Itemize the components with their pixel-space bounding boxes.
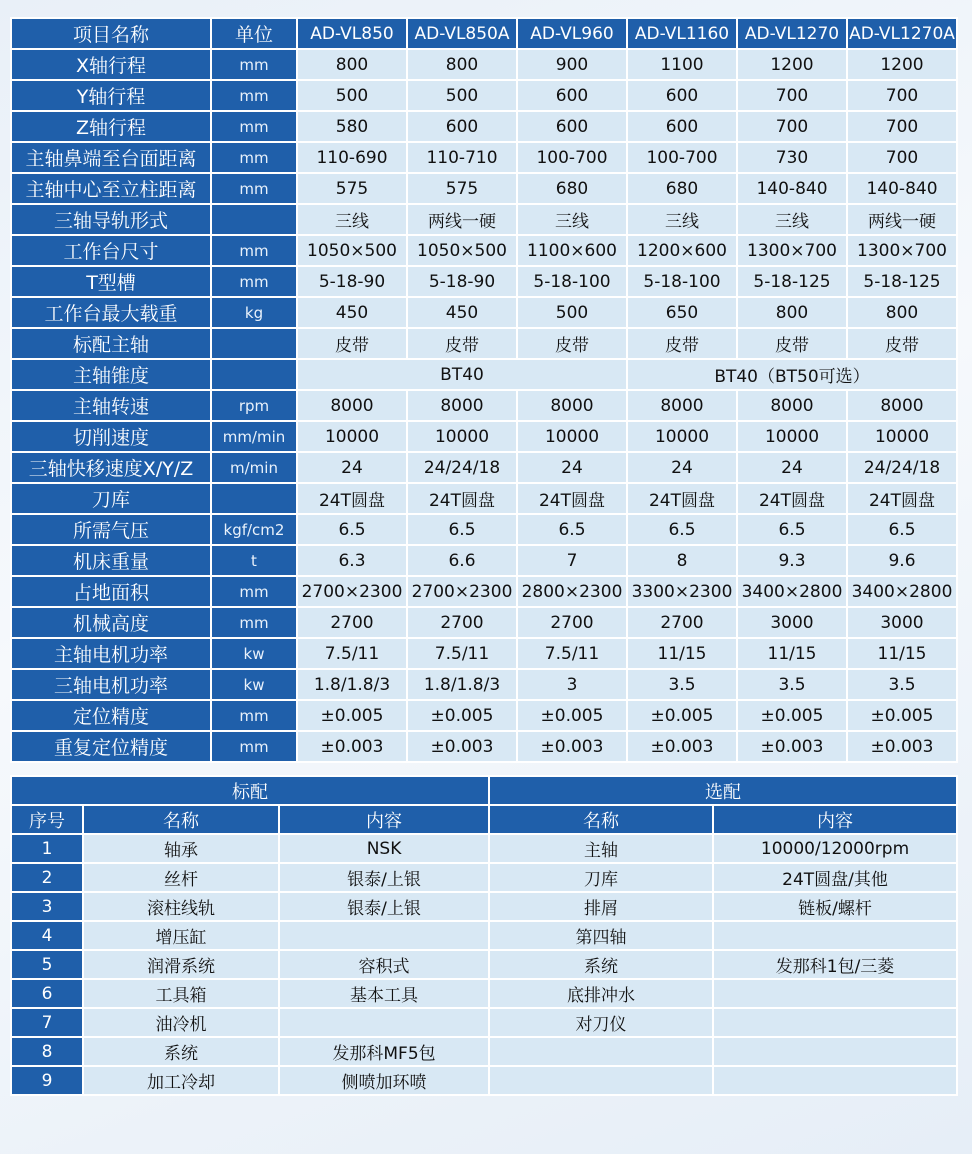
seq-number: 4 — [11, 921, 83, 950]
spec-value: 800 — [737, 297, 847, 328]
spec-value: 6.5 — [407, 514, 517, 545]
spec-value: 3000 — [847, 607, 957, 638]
spec-value: 3 — [517, 669, 627, 700]
spec-label: 刀库 — [11, 483, 211, 514]
spec-value: 1200×600 — [627, 235, 737, 266]
spec-value: 5-18-100 — [627, 266, 737, 297]
spec-row — [11, 49, 957, 80]
spec-unit: kw — [211, 638, 297, 669]
spec-unit: mm — [211, 80, 297, 111]
spec-unit — [211, 359, 297, 390]
spec-value: 450 — [407, 297, 517, 328]
spec-label: 占地面积 — [11, 576, 211, 607]
spec-value: 9.6 — [847, 545, 957, 576]
config-group-row — [11, 776, 957, 805]
spec-value: 2700×2300 — [407, 576, 517, 607]
spec-value: 5-18-90 — [407, 266, 517, 297]
model-header: AD-VL1160 — [627, 18, 737, 49]
spec-value: 皮带 — [297, 328, 407, 359]
spec-value: 皮带 — [517, 328, 627, 359]
spec-value: 600 — [517, 111, 627, 142]
opt-name-header: 名称 — [489, 805, 713, 834]
spec-value: 24T圆盘 — [627, 483, 737, 514]
spec-value: 两线一硬 — [407, 204, 517, 235]
spec-value: ±0.003 — [627, 731, 737, 762]
spec-value: 8000 — [627, 390, 737, 421]
std-item-name: 丝杆 — [83, 863, 279, 892]
opt-item-name: 排屑 — [489, 892, 713, 921]
spec-value: 3400×2800 — [847, 576, 957, 607]
config-row — [11, 1066, 957, 1095]
opt-item-content: 24T圆盘/其他 — [713, 863, 957, 892]
spec-value-merged: BT40 — [297, 359, 627, 390]
spec-row — [11, 545, 957, 576]
spec-value: 24 — [517, 452, 627, 483]
spec-value: 24/24/18 — [847, 452, 957, 483]
spec-value: 8000 — [297, 390, 407, 421]
spec-value: 7.5/11 — [297, 638, 407, 669]
optional-group-header: 选配 — [489, 776, 957, 805]
spec-value: 两线一硬 — [847, 204, 957, 235]
spec-value: 6.6 — [407, 545, 517, 576]
std-item-content — [279, 1008, 489, 1037]
spec-value: 11/15 — [847, 638, 957, 669]
spec-label: Y轴行程 — [11, 80, 211, 111]
spec-value: 3.5 — [627, 669, 737, 700]
spec-value: 2700 — [517, 607, 627, 638]
spec-value: 3400×2800 — [737, 576, 847, 607]
spec-label: 所需气压 — [11, 514, 211, 545]
item-name-header: 项目名称 — [11, 18, 211, 49]
spec-unit: kgf/cm2 — [211, 514, 297, 545]
spec-value: 700 — [737, 111, 847, 142]
model-header: AD-VL850 — [297, 18, 407, 49]
spec-value: 1.8/1.8/3 — [297, 669, 407, 700]
spec-value: 皮带 — [407, 328, 517, 359]
spec-value: 2700 — [297, 607, 407, 638]
config-header-row — [11, 805, 957, 834]
spec-value: 皮带 — [847, 328, 957, 359]
spec-value: 500 — [297, 80, 407, 111]
spec-value: 2700 — [407, 607, 517, 638]
spec-value: 2800×2300 — [517, 576, 627, 607]
spec-unit: mm — [211, 576, 297, 607]
spec-value: 24/24/18 — [407, 452, 517, 483]
spec-row — [11, 483, 957, 514]
spec-value: 450 — [297, 297, 407, 328]
config-row — [11, 1037, 957, 1066]
opt-item-content: 链板/螺杆 — [713, 892, 957, 921]
spec-value: ±0.003 — [297, 731, 407, 762]
spec-value: 110-690 — [297, 142, 407, 173]
spec-sheet — [10, 17, 956, 1096]
spec-value: 700 — [847, 142, 957, 173]
spec-row — [11, 700, 957, 731]
spec-value: ±0.005 — [847, 700, 957, 731]
spec-value: 1300×700 — [847, 235, 957, 266]
spec-value: 5-18-100 — [517, 266, 627, 297]
std-item-content: 容积式 — [279, 950, 489, 979]
spec-row — [11, 731, 957, 762]
opt-item-content — [713, 1066, 957, 1095]
model-header: AD-VL1270 — [737, 18, 847, 49]
spec-value: 11/15 — [627, 638, 737, 669]
spec-value: 3300×2300 — [627, 576, 737, 607]
std-name-header: 名称 — [83, 805, 279, 834]
spec-value: 24T圆盘 — [297, 483, 407, 514]
opt-item-name: 第四轴 — [489, 921, 713, 950]
spec-value: 7.5/11 — [407, 638, 517, 669]
spec-row — [11, 111, 957, 142]
spec-value: 6.5 — [737, 514, 847, 545]
std-item-content: 基本工具 — [279, 979, 489, 1008]
spec-value: ±0.003 — [517, 731, 627, 762]
std-item-name: 轴承 — [83, 834, 279, 863]
spec-unit — [211, 204, 297, 235]
spec-unit: mm — [211, 49, 297, 80]
seq-number: 1 — [11, 834, 83, 863]
spec-unit: mm/min — [211, 421, 297, 452]
spec-unit — [211, 483, 297, 514]
spec-row — [11, 204, 957, 235]
spec-label: 标配主轴 — [11, 328, 211, 359]
spec-value: 10000 — [847, 421, 957, 452]
model-header: AD-VL960 — [517, 18, 627, 49]
spec-value: 1100 — [627, 49, 737, 80]
opt-item-name: 对刀仪 — [489, 1008, 713, 1037]
spec-value: 24T圆盘 — [847, 483, 957, 514]
spec-value: 6.5 — [517, 514, 627, 545]
spec-value: ±0.005 — [627, 700, 737, 731]
opt-item-content: 发那科1包/三菱 — [713, 950, 957, 979]
spec-unit: mm — [211, 142, 297, 173]
std-item-name: 滚柱线轨 — [83, 892, 279, 921]
spec-row — [11, 297, 957, 328]
spec-label: 三轴导轨形式 — [11, 204, 211, 235]
std-item-content: 发那科MF5包 — [279, 1037, 489, 1066]
spec-header-row — [11, 18, 957, 49]
spec-unit: mm — [211, 173, 297, 204]
spec-value: 10000 — [627, 421, 737, 452]
spec-unit: kg — [211, 297, 297, 328]
standard-group-header: 标配 — [11, 776, 489, 805]
spec-value: 8000 — [407, 390, 517, 421]
std-item-content: 侧喷加环喷 — [279, 1066, 489, 1095]
opt-item-content — [713, 979, 957, 1008]
spec-value: ±0.005 — [297, 700, 407, 731]
spec-value: 600 — [517, 80, 627, 111]
spec-row — [11, 452, 957, 483]
spec-unit — [211, 328, 297, 359]
spec-value: 24 — [627, 452, 737, 483]
spec-value: 5-18-125 — [737, 266, 847, 297]
spec-value: 1300×700 — [737, 235, 847, 266]
spec-value: 800 — [847, 297, 957, 328]
spec-value: 24T圆盘 — [517, 483, 627, 514]
spec-value: 24T圆盘 — [737, 483, 847, 514]
spec-label: 三轴快移速度X/Y/Z — [11, 452, 211, 483]
spec-value: 24 — [737, 452, 847, 483]
std-item-name: 工具箱 — [83, 979, 279, 1008]
spec-row — [11, 669, 957, 700]
spec-unit: mm — [211, 731, 297, 762]
spec-body — [11, 49, 957, 762]
unit-header: 单位 — [211, 18, 297, 49]
spec-value: 575 — [297, 173, 407, 204]
spec-label: 定位精度 — [11, 700, 211, 731]
opt-item-content — [713, 1008, 957, 1037]
std-item-content: NSK — [279, 834, 489, 863]
spec-value: 6.5 — [627, 514, 737, 545]
config-row — [11, 892, 957, 921]
opt-item-name: 底排冲水 — [489, 979, 713, 1008]
config-row — [11, 834, 957, 863]
spec-label: 工作台最大载重 — [11, 297, 211, 328]
std-item-content — [279, 921, 489, 950]
spec-value: 730 — [737, 142, 847, 173]
spec-value: 24T圆盘 — [407, 483, 517, 514]
opt-item-name — [489, 1037, 713, 1066]
spec-label: 主轴转速 — [11, 390, 211, 421]
spec-value: 3.5 — [737, 669, 847, 700]
spec-value: 800 — [297, 49, 407, 80]
spec-value: 600 — [407, 111, 517, 142]
spec-value: 140-840 — [847, 173, 957, 204]
spec-row — [11, 266, 957, 297]
spec-value: 6.5 — [297, 514, 407, 545]
spec-value: 皮带 — [627, 328, 737, 359]
std-item-name: 润滑系统 — [83, 950, 279, 979]
spec-value: 三线 — [627, 204, 737, 235]
opt-item-name: 刀库 — [489, 863, 713, 892]
spec-unit: kw — [211, 669, 297, 700]
spec-value: 1050×500 — [297, 235, 407, 266]
spec-row — [11, 390, 957, 421]
spec-unit: mm — [211, 607, 297, 638]
spec-value: 900 — [517, 49, 627, 80]
spec-value: 11/15 — [737, 638, 847, 669]
spec-label: 机械高度 — [11, 607, 211, 638]
spec-row — [11, 328, 957, 359]
spec-row — [11, 638, 957, 669]
spec-value: 8000 — [737, 390, 847, 421]
spec-value: 600 — [627, 111, 737, 142]
std-item-name: 增压缸 — [83, 921, 279, 950]
spec-value: 三线 — [517, 204, 627, 235]
spec-value: 9.3 — [737, 545, 847, 576]
spec-value: 1.8/1.8/3 — [407, 669, 517, 700]
config-row — [11, 950, 957, 979]
spec-value: 575 — [407, 173, 517, 204]
spec-value: ±0.003 — [737, 731, 847, 762]
spec-label: T型槽 — [11, 266, 211, 297]
seq-number: 9 — [11, 1066, 83, 1095]
opt-item-content: 10000/12000rpm — [713, 834, 957, 863]
spec-label: 工作台尺寸 — [11, 235, 211, 266]
config-body — [11, 834, 957, 1095]
spec-value: ±0.005 — [407, 700, 517, 731]
spec-value: 三线 — [737, 204, 847, 235]
spec-row — [11, 607, 957, 638]
config-row — [11, 1008, 957, 1037]
spec-value-merged: BT40（BT50可选） — [627, 359, 957, 390]
seq-number: 5 — [11, 950, 83, 979]
config-row — [11, 921, 957, 950]
spec-value: 700 — [737, 80, 847, 111]
spec-value: 500 — [407, 80, 517, 111]
spec-row — [11, 576, 957, 607]
std-item-name: 油冷机 — [83, 1008, 279, 1037]
opt-item-name: 主轴 — [489, 834, 713, 863]
spec-value: 24 — [297, 452, 407, 483]
spec-value: ±0.003 — [407, 731, 517, 762]
spec-value: 2700 — [627, 607, 737, 638]
spec-label: 主轴电机功率 — [11, 638, 211, 669]
spec-value: 3.5 — [847, 669, 957, 700]
model-header: AD-VL1270A — [847, 18, 957, 49]
spec-value: 10000 — [517, 421, 627, 452]
spec-value: 700 — [847, 111, 957, 142]
spec-value: 2700×2300 — [297, 576, 407, 607]
config-table — [10, 775, 958, 1096]
spec-value: 皮带 — [737, 328, 847, 359]
spec-label: 主轴锥度 — [11, 359, 211, 390]
spec-row — [11, 421, 957, 452]
config-row — [11, 863, 957, 892]
std-item-content: 银泰/上银 — [279, 892, 489, 921]
spec-value: 580 — [297, 111, 407, 142]
spec-value: 3000 — [737, 607, 847, 638]
spec-value: 680 — [517, 173, 627, 204]
spec-value: 140-840 — [737, 173, 847, 204]
spec-value: 7.5/11 — [517, 638, 627, 669]
opt-item-name: 系统 — [489, 950, 713, 979]
spec-value: 800 — [407, 49, 517, 80]
std-item-content: 银泰/上银 — [279, 863, 489, 892]
seq-number: 8 — [11, 1037, 83, 1066]
spec-label: 机床重量 — [11, 545, 211, 576]
spec-row — [11, 235, 957, 266]
spec-value: 5-18-90 — [297, 266, 407, 297]
spec-table — [10, 17, 958, 763]
spec-label: 切削速度 — [11, 421, 211, 452]
spec-unit: mm — [211, 266, 297, 297]
spec-value: 100-700 — [517, 142, 627, 173]
seq-number: 3 — [11, 892, 83, 921]
spec-row — [11, 359, 957, 390]
spec-unit: mm — [211, 700, 297, 731]
spec-value: ±0.003 — [847, 731, 957, 762]
spec-value: 6.3 — [297, 545, 407, 576]
spec-value: 10000 — [737, 421, 847, 452]
opt-item-content — [713, 921, 957, 950]
spec-unit: mm — [211, 235, 297, 266]
spec-unit: rpm — [211, 390, 297, 421]
spec-value: 700 — [847, 80, 957, 111]
spec-value: 5-18-125 — [847, 266, 957, 297]
spec-value: 600 — [627, 80, 737, 111]
config-row — [11, 979, 957, 1008]
spec-value: 1200 — [847, 49, 957, 80]
spec-value: 1050×500 — [407, 235, 517, 266]
seq-number: 2 — [11, 863, 83, 892]
spec-row — [11, 80, 957, 111]
spec-value: 100-700 — [627, 142, 737, 173]
seq-header: 序号 — [11, 805, 83, 834]
seq-number: 6 — [11, 979, 83, 1008]
spec-value: 650 — [627, 297, 737, 328]
model-header: AD-VL850A — [407, 18, 517, 49]
std-content-header: 内容 — [279, 805, 489, 834]
spec-label: X轴行程 — [11, 49, 211, 80]
opt-item-name — [489, 1066, 713, 1095]
spec-value: 110-710 — [407, 142, 517, 173]
spec-value: 10000 — [407, 421, 517, 452]
spec-value: 7 — [517, 545, 627, 576]
opt-item-content — [713, 1037, 957, 1066]
spec-label: 重复定位精度 — [11, 731, 211, 762]
spec-value: 8000 — [847, 390, 957, 421]
std-item-name: 加工冷却 — [83, 1066, 279, 1095]
spec-label: Z轴行程 — [11, 111, 211, 142]
spec-value: 6.5 — [847, 514, 957, 545]
spec-value: 10000 — [297, 421, 407, 452]
spec-label: 主轴中心至立柱距离 — [11, 173, 211, 204]
spec-value: 8 — [627, 545, 737, 576]
spec-row — [11, 142, 957, 173]
spec-value: ±0.005 — [737, 700, 847, 731]
spec-label: 三轴电机功率 — [11, 669, 211, 700]
spec-value: 三线 — [297, 204, 407, 235]
spec-unit: m/min — [211, 452, 297, 483]
spec-row — [11, 514, 957, 545]
spec-unit: mm — [211, 111, 297, 142]
spec-value: 1100×600 — [517, 235, 627, 266]
seq-number: 7 — [11, 1008, 83, 1037]
spec-value: 1200 — [737, 49, 847, 80]
opt-content-header: 内容 — [713, 805, 957, 834]
spec-value: 8000 — [517, 390, 627, 421]
std-item-name: 系统 — [83, 1037, 279, 1066]
spec-value: ±0.005 — [517, 700, 627, 731]
spec-value: 500 — [517, 297, 627, 328]
spec-unit: t — [211, 545, 297, 576]
spec-row — [11, 173, 957, 204]
spec-value: 680 — [627, 173, 737, 204]
spec-label: 主轴鼻端至台面距离 — [11, 142, 211, 173]
